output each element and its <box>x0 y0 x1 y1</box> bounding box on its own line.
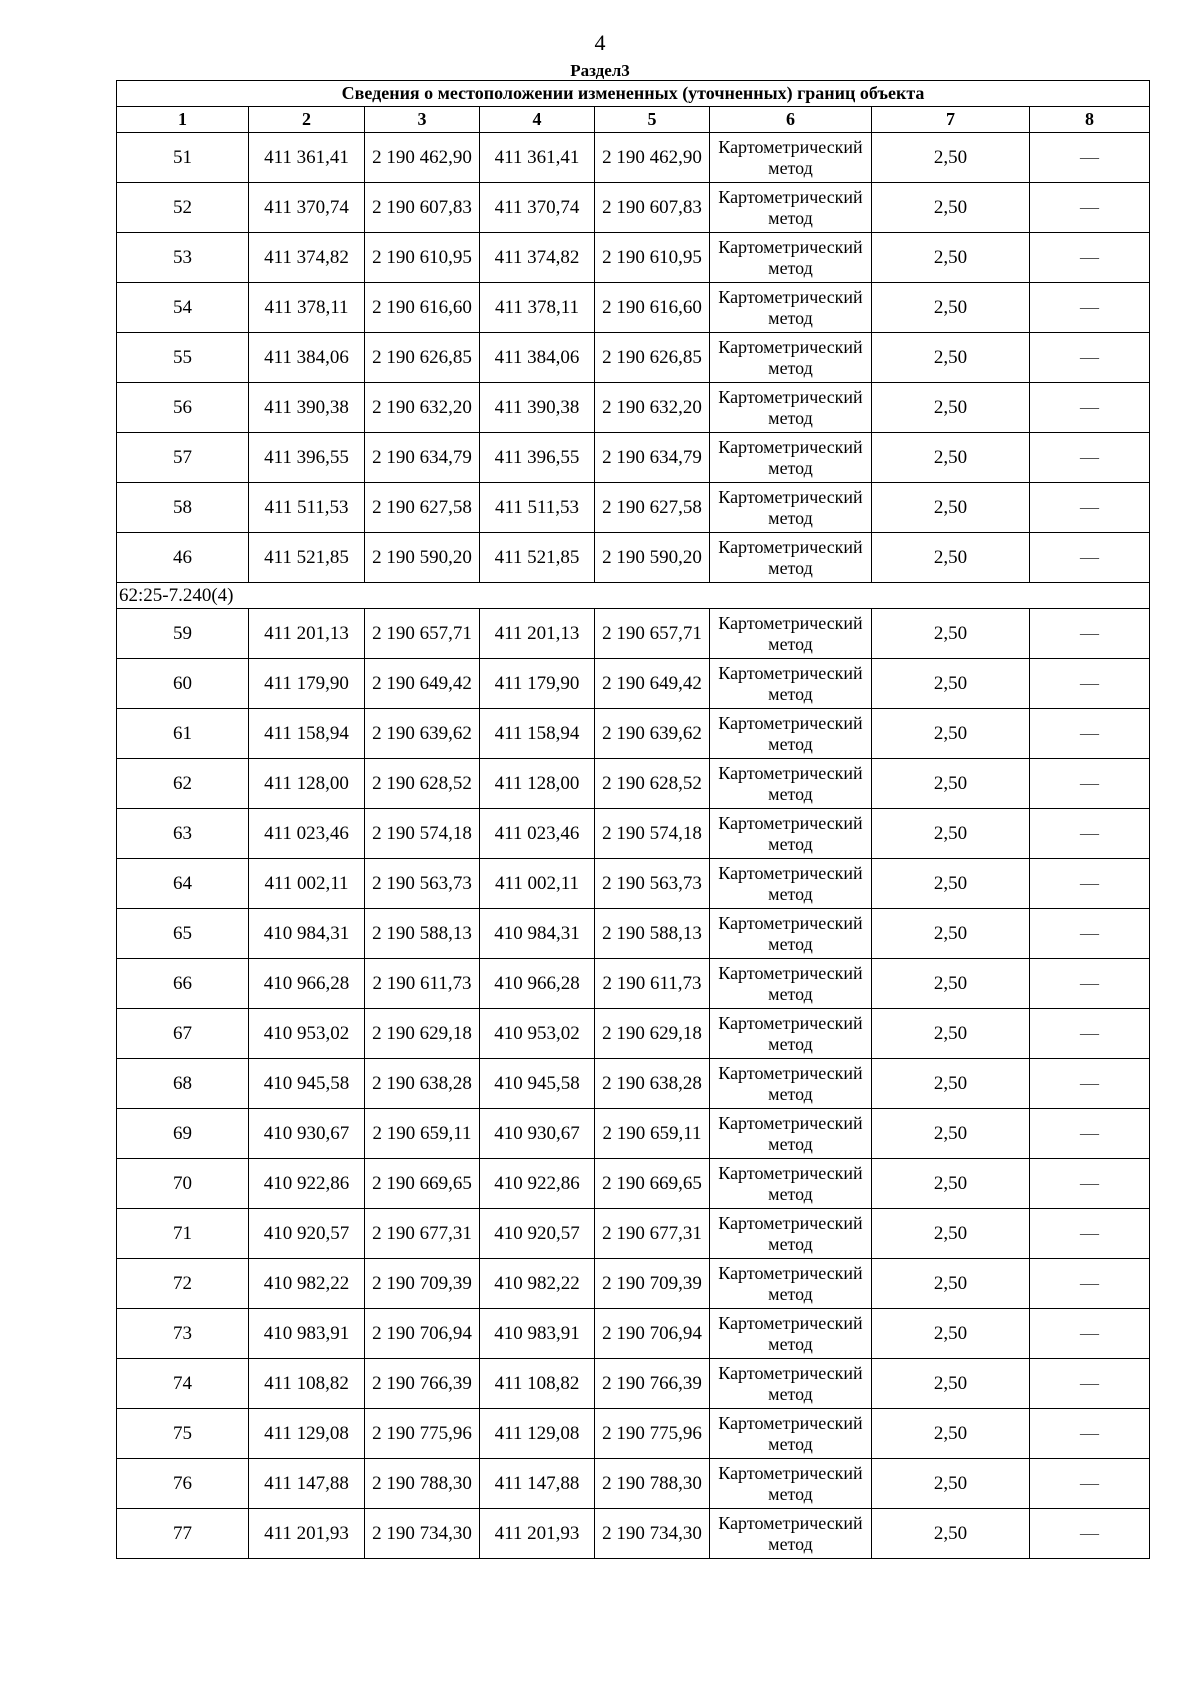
method-cell: Картометрический метод <box>710 1459 872 1509</box>
table-row <box>117 1109 1150 1159</box>
y-new-cell: 2 190 677,31 <box>595 1209 710 1259</box>
y-old-cell: 2 190 734,30 <box>365 1509 480 1559</box>
y-old-cell: 2 190 610,95 <box>365 233 480 283</box>
description-cell: — <box>1030 809 1150 859</box>
accuracy-cell: 2,50 <box>872 959 1030 1009</box>
accuracy-cell: 2,50 <box>872 1359 1030 1409</box>
table-row <box>117 1459 1150 1509</box>
x-new-cell: 411 370,74 <box>480 183 595 233</box>
point-number-cell: 75 <box>117 1409 249 1459</box>
x-new-cell: 411 361,41 <box>480 133 595 183</box>
table-row <box>117 333 1150 383</box>
description-cell: — <box>1030 959 1150 1009</box>
table-caption: Сведения о местоположении измененных (уточненных) границ объекта <box>117 81 1150 107</box>
accuracy-cell: 2,50 <box>872 1509 1030 1559</box>
method-cell: Картометрический метод <box>710 1359 872 1409</box>
y-old-cell: 2 190 639,62 <box>365 709 480 759</box>
method-cell: Картометрический метод <box>710 1509 872 1559</box>
group-label: 62:25-7.240(4) <box>117 583 1150 609</box>
y-new-cell: 2 190 563,73 <box>595 859 710 909</box>
description-cell: — <box>1030 283 1150 333</box>
x-old-cell: 411 147,88 <box>249 1459 365 1509</box>
x-old-cell: 411 179,90 <box>249 659 365 709</box>
y-old-cell: 2 190 590,20 <box>365 533 480 583</box>
point-number-cell: 73 <box>117 1309 249 1359</box>
x-new-cell: 410 922,86 <box>480 1159 595 1209</box>
accuracy-cell: 2,50 <box>872 759 1030 809</box>
description-cell: — <box>1030 659 1150 709</box>
point-number-cell: 74 <box>117 1359 249 1409</box>
y-old-cell: 2 190 677,31 <box>365 1209 480 1259</box>
accuracy-cell: 2,50 <box>872 1409 1030 1459</box>
method-cell: Картометрический метод <box>710 709 872 759</box>
x-old-cell: 411 129,08 <box>249 1409 365 1459</box>
x-new-cell: 410 930,67 <box>480 1109 595 1159</box>
x-old-cell: 411 374,82 <box>249 233 365 283</box>
description-cell: — <box>1030 1009 1150 1059</box>
x-new-cell: 410 982,22 <box>480 1259 595 1309</box>
description-cell: — <box>1030 1409 1150 1459</box>
y-old-cell: 2 190 766,39 <box>365 1359 480 1409</box>
y-new-cell: 2 190 657,71 <box>595 609 710 659</box>
y-old-cell: 2 190 709,39 <box>365 1259 480 1309</box>
table-row <box>117 183 1150 233</box>
x-new-cell: 411 129,08 <box>480 1409 595 1459</box>
accuracy-cell: 2,50 <box>872 1259 1030 1309</box>
x-old-cell: 411 370,74 <box>249 183 365 233</box>
x-new-cell: 411 511,53 <box>480 483 595 533</box>
accuracy-cell: 2,50 <box>872 659 1030 709</box>
description-cell: — <box>1030 1259 1150 1309</box>
x-old-cell: 411 201,13 <box>249 609 365 659</box>
y-new-cell: 2 190 634,79 <box>595 433 710 483</box>
y-old-cell: 2 190 669,65 <box>365 1159 480 1209</box>
y-new-cell: 2 190 590,20 <box>595 533 710 583</box>
x-new-cell: 411 023,46 <box>480 809 595 859</box>
x-old-cell: 410 920,57 <box>249 1209 365 1259</box>
y-new-cell: 2 190 734,30 <box>595 1509 710 1559</box>
point-number-cell: 68 <box>117 1059 249 1109</box>
y-old-cell: 2 190 657,71 <box>365 609 480 659</box>
x-new-cell: 411 158,94 <box>480 709 595 759</box>
x-old-cell: 411 201,93 <box>249 1509 365 1559</box>
method-cell: Картометрический метод <box>710 1409 872 1459</box>
x-old-cell: 411 511,53 <box>249 483 365 533</box>
x-old-cell: 410 953,02 <box>249 1009 365 1059</box>
point-number-cell: 60 <box>117 659 249 709</box>
y-new-cell: 2 190 639,62 <box>595 709 710 759</box>
method-cell: Картометрический метод <box>710 1109 872 1159</box>
x-new-cell: 411 390,38 <box>480 383 595 433</box>
y-new-cell: 2 190 462,90 <box>595 133 710 183</box>
x-new-cell: 411 179,90 <box>480 659 595 709</box>
accuracy-cell: 2,50 <box>872 1309 1030 1359</box>
y-new-cell: 2 190 607,83 <box>595 183 710 233</box>
y-old-cell: 2 190 462,90 <box>365 133 480 183</box>
x-old-cell: 411 396,55 <box>249 433 365 483</box>
x-old-cell: 411 128,00 <box>249 759 365 809</box>
x-new-cell: 411 521,85 <box>480 533 595 583</box>
y-new-cell: 2 190 629,18 <box>595 1009 710 1059</box>
method-cell: Картометрический метод <box>710 1159 872 1209</box>
table-row <box>117 659 1150 709</box>
accuracy-cell: 2,50 <box>872 483 1030 533</box>
table-row <box>117 809 1150 859</box>
y-old-cell: 2 190 634,79 <box>365 433 480 483</box>
description-cell: — <box>1030 709 1150 759</box>
description-cell: — <box>1030 233 1150 283</box>
column-number: 7 <box>872 107 1030 133</box>
x-new-cell: 411 201,93 <box>480 1509 595 1559</box>
method-cell: Картометрический метод <box>710 533 872 583</box>
description-cell: — <box>1030 1209 1150 1259</box>
table-body <box>117 133 1150 1559</box>
accuracy-cell: 2,50 <box>872 383 1030 433</box>
accuracy-cell: 2,50 <box>872 233 1030 283</box>
y-new-cell: 2 190 632,20 <box>595 383 710 433</box>
x-new-cell: 411 374,82 <box>480 233 595 283</box>
table-row <box>117 1509 1150 1559</box>
point-number-cell: 77 <box>117 1509 249 1559</box>
x-new-cell: 410 953,02 <box>480 1009 595 1059</box>
method-cell: Картометрический метод <box>710 859 872 909</box>
table-row <box>117 1259 1150 1309</box>
table-row <box>117 709 1150 759</box>
point-number-cell: 59 <box>117 609 249 659</box>
table-row <box>117 859 1150 909</box>
method-cell: Картометрический метод <box>710 283 872 333</box>
table-row <box>117 233 1150 283</box>
point-number-cell: 72 <box>117 1259 249 1309</box>
point-number-cell: 63 <box>117 809 249 859</box>
point-number-cell: 69 <box>117 1109 249 1159</box>
x-old-cell: 411 521,85 <box>249 533 365 583</box>
method-cell: Картометрический метод <box>710 1209 872 1259</box>
y-new-cell: 2 190 628,52 <box>595 759 710 809</box>
table-row <box>117 533 1150 583</box>
description-cell: — <box>1030 1109 1150 1159</box>
y-old-cell: 2 190 627,58 <box>365 483 480 533</box>
x-old-cell: 410 945,58 <box>249 1059 365 1109</box>
y-new-cell: 2 190 788,30 <box>595 1459 710 1509</box>
table-row <box>117 609 1150 659</box>
column-number: 5 <box>595 107 710 133</box>
accuracy-cell: 2,50 <box>872 1059 1030 1109</box>
point-number-cell: 55 <box>117 333 249 383</box>
x-old-cell: 410 966,28 <box>249 959 365 1009</box>
y-new-cell: 2 190 649,42 <box>595 659 710 709</box>
column-number: 6 <box>710 107 872 133</box>
column-number: 2 <box>249 107 365 133</box>
x-new-cell: 411 002,11 <box>480 859 595 909</box>
x-new-cell: 410 945,58 <box>480 1059 595 1109</box>
method-cell: Картометрический метод <box>710 1309 872 1359</box>
x-old-cell: 411 023,46 <box>249 809 365 859</box>
x-old-cell: 411 108,82 <box>249 1359 365 1409</box>
description-cell: — <box>1030 1459 1150 1509</box>
table-row <box>117 1309 1150 1359</box>
accuracy-cell: 2,50 <box>872 1109 1030 1159</box>
group-row <box>117 583 1150 609</box>
x-old-cell: 410 983,91 <box>249 1309 365 1359</box>
table-row <box>117 483 1150 533</box>
description-cell: — <box>1030 183 1150 233</box>
y-old-cell: 2 190 788,30 <box>365 1459 480 1509</box>
accuracy-cell: 2,50 <box>872 133 1030 183</box>
column-number-row <box>117 107 1150 133</box>
y-new-cell: 2 190 626,85 <box>595 333 710 383</box>
section-title: Раздел3 <box>570 61 630 80</box>
x-old-cell: 411 361,41 <box>249 133 365 183</box>
point-number-cell: 53 <box>117 233 249 283</box>
method-cell: Картометрический метод <box>710 609 872 659</box>
x-old-cell: 411 390,38 <box>249 383 365 433</box>
y-new-cell: 2 190 610,95 <box>595 233 710 283</box>
accuracy-cell: 2,50 <box>872 433 1030 483</box>
table-row <box>117 433 1150 483</box>
y-old-cell: 2 190 626,85 <box>365 333 480 383</box>
method-cell: Картометрический метод <box>710 1259 872 1309</box>
column-number: 8 <box>1030 107 1150 133</box>
y-old-cell: 2 190 607,83 <box>365 183 480 233</box>
method-cell: Картометрический метод <box>710 659 872 709</box>
x-old-cell: 411 002,11 <box>249 859 365 909</box>
point-number-cell: 67 <box>117 1009 249 1059</box>
point-number-cell: 70 <box>117 1159 249 1209</box>
point-number-cell: 65 <box>117 909 249 959</box>
accuracy-cell: 2,50 <box>872 183 1030 233</box>
x-new-cell: 411 128,00 <box>480 759 595 809</box>
method-cell: Картометрический метод <box>710 133 872 183</box>
description-cell: — <box>1030 1159 1150 1209</box>
table-row <box>117 1059 1150 1109</box>
description-cell: — <box>1030 133 1150 183</box>
table-row <box>117 1409 1150 1459</box>
description-cell: — <box>1030 859 1150 909</box>
y-new-cell: 2 190 709,39 <box>595 1259 710 1309</box>
x-new-cell: 410 984,31 <box>480 909 595 959</box>
boundary-coordinates-table <box>116 80 1150 1559</box>
x-old-cell: 410 922,86 <box>249 1159 365 1209</box>
method-cell: Картометрический метод <box>710 909 872 959</box>
accuracy-cell: 2,50 <box>872 709 1030 759</box>
column-number: 3 <box>365 107 480 133</box>
y-old-cell: 2 190 659,11 <box>365 1109 480 1159</box>
accuracy-cell: 2,50 <box>872 909 1030 959</box>
accuracy-cell: 2,50 <box>872 809 1030 859</box>
method-cell: Картометрический метод <box>710 183 872 233</box>
description-cell: — <box>1030 483 1150 533</box>
table-row <box>117 759 1150 809</box>
point-number-cell: 66 <box>117 959 249 1009</box>
y-old-cell: 2 190 574,18 <box>365 809 480 859</box>
y-old-cell: 2 190 563,73 <box>365 859 480 909</box>
method-cell: Картометрический метод <box>710 759 872 809</box>
y-new-cell: 2 190 766,39 <box>595 1359 710 1409</box>
description-cell: — <box>1030 1359 1150 1409</box>
description-cell: — <box>1030 909 1150 959</box>
point-number-cell: 54 <box>117 283 249 333</box>
method-cell: Картометрический метод <box>710 1059 872 1109</box>
y-old-cell: 2 190 616,60 <box>365 283 480 333</box>
method-cell: Картометрический метод <box>710 809 872 859</box>
x-new-cell: 411 147,88 <box>480 1459 595 1509</box>
point-number-cell: 51 <box>117 133 249 183</box>
method-cell: Картометрический метод <box>710 383 872 433</box>
accuracy-cell: 2,50 <box>872 1009 1030 1059</box>
x-new-cell: 411 378,11 <box>480 283 595 333</box>
x-new-cell: 410 920,57 <box>480 1209 595 1259</box>
description-cell: — <box>1030 1509 1150 1559</box>
table-row <box>117 959 1150 1009</box>
y-new-cell: 2 190 669,65 <box>595 1159 710 1209</box>
y-old-cell: 2 190 588,13 <box>365 909 480 959</box>
table-row <box>117 1009 1150 1059</box>
y-new-cell: 2 190 574,18 <box>595 809 710 859</box>
y-old-cell: 2 190 706,94 <box>365 1309 480 1359</box>
y-old-cell: 2 190 632,20 <box>365 383 480 433</box>
description-cell: — <box>1030 1309 1150 1359</box>
point-number-cell: 57 <box>117 433 249 483</box>
method-cell: Картометрический метод <box>710 1009 872 1059</box>
x-old-cell: 410 982,22 <box>249 1259 365 1309</box>
y-new-cell: 2 190 616,60 <box>595 283 710 333</box>
accuracy-cell: 2,50 <box>872 1159 1030 1209</box>
accuracy-cell: 2,50 <box>872 609 1030 659</box>
description-cell: — <box>1030 533 1150 583</box>
table-row <box>117 283 1150 333</box>
x-old-cell: 411 158,94 <box>249 709 365 759</box>
table-row <box>117 133 1150 183</box>
x-new-cell: 410 983,91 <box>480 1309 595 1359</box>
method-cell: Картометрический метод <box>710 483 872 533</box>
accuracy-cell: 2,50 <box>872 533 1030 583</box>
point-number-cell: 62 <box>117 759 249 809</box>
x-old-cell: 411 384,06 <box>249 333 365 383</box>
table-row <box>117 909 1150 959</box>
y-old-cell: 2 190 611,73 <box>365 959 480 1009</box>
x-new-cell: 411 201,13 <box>480 609 595 659</box>
column-number: 4 <box>480 107 595 133</box>
table-row <box>117 383 1150 433</box>
x-old-cell: 410 930,67 <box>249 1109 365 1159</box>
point-number-cell: 46 <box>117 533 249 583</box>
page-number: 4 <box>594 30 606 55</box>
y-old-cell: 2 190 628,52 <box>365 759 480 809</box>
method-cell: Картометрический метод <box>710 959 872 1009</box>
method-cell: Картометрический метод <box>710 433 872 483</box>
table-row <box>117 1359 1150 1409</box>
y-new-cell: 2 190 706,94 <box>595 1309 710 1359</box>
point-number-cell: 61 <box>117 709 249 759</box>
description-cell: — <box>1030 383 1150 433</box>
description-cell: — <box>1030 609 1150 659</box>
column-number: 1 <box>117 107 249 133</box>
y-old-cell: 2 190 649,42 <box>365 659 480 709</box>
point-number-cell: 71 <box>117 1209 249 1259</box>
point-number-cell: 58 <box>117 483 249 533</box>
y-new-cell: 2 190 588,13 <box>595 909 710 959</box>
accuracy-cell: 2,50 <box>872 859 1030 909</box>
y-new-cell: 2 190 627,58 <box>595 483 710 533</box>
description-cell: — <box>1030 1059 1150 1109</box>
y-new-cell: 2 190 638,28 <box>595 1059 710 1109</box>
x-old-cell: 410 984,31 <box>249 909 365 959</box>
x-new-cell: 411 384,06 <box>480 333 595 383</box>
method-cell: Картометрический метод <box>710 333 872 383</box>
point-number-cell: 52 <box>117 183 249 233</box>
x-new-cell: 411 396,55 <box>480 433 595 483</box>
accuracy-cell: 2,50 <box>872 1459 1030 1509</box>
y-new-cell: 2 190 659,11 <box>595 1109 710 1159</box>
accuracy-cell: 2,50 <box>872 283 1030 333</box>
table-row <box>117 1209 1150 1259</box>
description-cell: — <box>1030 333 1150 383</box>
x-new-cell: 410 966,28 <box>480 959 595 1009</box>
table-row <box>117 1159 1150 1209</box>
point-number-cell: 76 <box>117 1459 249 1509</box>
description-cell: — <box>1030 433 1150 483</box>
method-cell: Картометрический метод <box>710 233 872 283</box>
point-number-cell: 64 <box>117 859 249 909</box>
y-new-cell: 2 190 775,96 <box>595 1409 710 1459</box>
y-new-cell: 2 190 611,73 <box>595 959 710 1009</box>
y-old-cell: 2 190 629,18 <box>365 1009 480 1059</box>
description-cell: — <box>1030 759 1150 809</box>
accuracy-cell: 2,50 <box>872 1209 1030 1259</box>
x-new-cell: 411 108,82 <box>480 1359 595 1409</box>
y-old-cell: 2 190 775,96 <box>365 1409 480 1459</box>
point-number-cell: 56 <box>117 383 249 433</box>
x-old-cell: 411 378,11 <box>249 283 365 333</box>
y-old-cell: 2 190 638,28 <box>365 1059 480 1109</box>
accuracy-cell: 2,50 <box>872 333 1030 383</box>
